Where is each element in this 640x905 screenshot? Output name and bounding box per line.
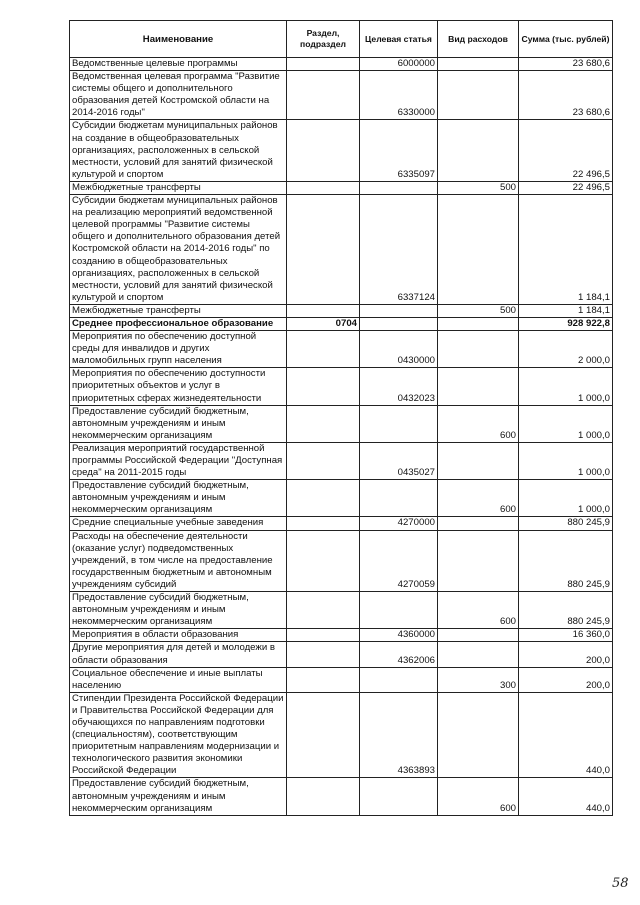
table-row bbox=[70, 120, 613, 181]
cell-expense-type bbox=[438, 58, 519, 71]
cell-expense-type bbox=[438, 517, 519, 530]
cell-article bbox=[360, 480, 438, 517]
table-row bbox=[70, 181, 613, 194]
cell-name: Стипендии Президента Российской Федерации и Правительства Российской Федерации для обучающихся по направлениям подготовки (специальностям), соответствующим приоритетным направлениям модернизации и технологического развития экономики Российской Федерации bbox=[70, 692, 287, 778]
cell-article: 4362006 bbox=[360, 642, 438, 667]
cell-name: Мероприятия в области образования bbox=[70, 629, 287, 642]
header-section: Раздел, подраздел bbox=[287, 21, 360, 58]
cell-expense-type: 600 bbox=[438, 778, 519, 815]
cell-sum: 880 245,9 bbox=[519, 517, 613, 530]
cell-sum: 1 184,1 bbox=[519, 304, 613, 317]
table-row bbox=[70, 442, 613, 479]
cell-name: Предоставление субсидий бюджетным, автономным учреждениям и иным некоммерческим организациям bbox=[70, 480, 287, 517]
cell-sum: 2 000,0 bbox=[519, 331, 613, 368]
cell-section bbox=[287, 120, 360, 181]
budget-table bbox=[69, 20, 613, 816]
header-expense-type: Вид расходов bbox=[438, 21, 519, 58]
table-row bbox=[70, 480, 613, 517]
table-row bbox=[70, 667, 613, 692]
cell-sum: 22 496,5 bbox=[519, 181, 613, 194]
cell-sum: 200,0 bbox=[519, 642, 613, 667]
cell-section bbox=[287, 642, 360, 667]
cell-section bbox=[287, 517, 360, 530]
cell-section bbox=[287, 629, 360, 642]
cell-section bbox=[287, 58, 360, 71]
cell-name: Социальное обеспечение и иные выплаты населению bbox=[70, 667, 287, 692]
cell-name: Межбюджетные трансферты bbox=[70, 304, 287, 317]
page-number: 58 bbox=[612, 876, 629, 891]
cell-article: 0430000 bbox=[360, 331, 438, 368]
table-row bbox=[70, 592, 613, 629]
cell-expense-type bbox=[438, 442, 519, 479]
header-name: Наименование bbox=[70, 21, 287, 58]
cell-sum: 1 184,1 bbox=[519, 195, 613, 305]
cell-name: Средние специальные учебные заведения bbox=[70, 517, 287, 530]
cell-sum: 928 922,8 bbox=[519, 317, 613, 330]
header-article: Целевая статья bbox=[360, 21, 438, 58]
table-row bbox=[70, 71, 613, 120]
cell-sum: 440,0 bbox=[519, 778, 613, 815]
table-row bbox=[70, 304, 613, 317]
cell-article: 0435027 bbox=[360, 442, 438, 479]
cell-article: 6000000 bbox=[360, 58, 438, 71]
cell-sum: 23 680,6 bbox=[519, 71, 613, 120]
cell-sum: 16 360,0 bbox=[519, 629, 613, 642]
cell-expense-type: 500 bbox=[438, 304, 519, 317]
header-sum: Сумма (тыс. рублей) bbox=[519, 21, 613, 58]
cell-article: 0432023 bbox=[360, 368, 438, 405]
cell-expense-type bbox=[438, 530, 519, 591]
cell-expense-type: 600 bbox=[438, 592, 519, 629]
cell-article bbox=[360, 592, 438, 629]
cell-expense-type bbox=[438, 317, 519, 330]
cell-expense-type: 600 bbox=[438, 405, 519, 442]
cell-sum: 1 000,0 bbox=[519, 480, 613, 517]
table-header-row bbox=[70, 21, 613, 58]
cell-section bbox=[287, 331, 360, 368]
cell-sum: 1 000,0 bbox=[519, 442, 613, 479]
cell-sum: 880 245,9 bbox=[519, 530, 613, 591]
cell-name: Мероприятия по обеспечению доступной среды для инвалидов и других маломобильных групп населения bbox=[70, 331, 287, 368]
cell-expense-type bbox=[438, 629, 519, 642]
cell-section bbox=[287, 442, 360, 479]
cell-section bbox=[287, 195, 360, 305]
cell-article: 6335097 bbox=[360, 120, 438, 181]
cell-expense-type bbox=[438, 368, 519, 405]
cell-article: 6337124 bbox=[360, 195, 438, 305]
table-row bbox=[70, 517, 613, 530]
cell-sum: 1 000,0 bbox=[519, 368, 613, 405]
cell-expense-type bbox=[438, 120, 519, 181]
cell-section bbox=[287, 368, 360, 405]
table-body bbox=[70, 58, 613, 816]
cell-section bbox=[287, 778, 360, 815]
cell-name: Субсидии бюджетам муниципальных районов на реализацию мероприятий ведомственной целевой программы "Развитие системы общего и дополнительного образования детей Костромской области на 2014-2016 годы" по созданию в общеобразовательных организациях, расположенных в сельской местности, условий для занятий физической культурой и спортом bbox=[70, 195, 287, 305]
cell-sum: 22 496,5 bbox=[519, 120, 613, 181]
cell-article bbox=[360, 304, 438, 317]
cell-expense-type: 600 bbox=[438, 480, 519, 517]
cell-expense-type bbox=[438, 642, 519, 667]
cell-section: 0704 bbox=[287, 317, 360, 330]
cell-name: Межбюджетные трансферты bbox=[70, 181, 287, 194]
table-row bbox=[70, 317, 613, 330]
table-row bbox=[70, 642, 613, 667]
cell-expense-type: 300 bbox=[438, 667, 519, 692]
cell-expense-type bbox=[438, 71, 519, 120]
cell-expense-type bbox=[438, 195, 519, 305]
table-row bbox=[70, 405, 613, 442]
cell-section bbox=[287, 71, 360, 120]
cell-article: 4270000 bbox=[360, 517, 438, 530]
table-row bbox=[70, 629, 613, 642]
cell-name: Предоставление субсидий бюджетным, автономным учреждениям и иным некоммерческим организациям bbox=[70, 592, 287, 629]
cell-section bbox=[287, 530, 360, 591]
cell-article: 4363893 bbox=[360, 692, 438, 778]
cell-article bbox=[360, 667, 438, 692]
cell-sum: 1 000,0 bbox=[519, 405, 613, 442]
cell-name: Субсидии бюджетам муниципальных районов на создание в общеобразовательных организациях, расположенных в сельской местности, условий для занятий физической культурой и спортом bbox=[70, 120, 287, 181]
cell-article bbox=[360, 405, 438, 442]
cell-article bbox=[360, 181, 438, 194]
cell-section bbox=[287, 304, 360, 317]
cell-name: Реализация мероприятий государственной программы Российской Федерации "Доступная среда" на 2011-2015 годы bbox=[70, 442, 287, 479]
cell-name: Ведомственная целевая программа "Развитие системы общего и дополнительного образования детей Костромской области на 2014-2016 годы" bbox=[70, 71, 287, 120]
cell-section bbox=[287, 692, 360, 778]
cell-sum: 440,0 bbox=[519, 692, 613, 778]
cell-name: Другие мероприятия для детей и молодежи в области образования bbox=[70, 642, 287, 667]
cell-expense-type bbox=[438, 692, 519, 778]
cell-section bbox=[287, 405, 360, 442]
cell-section bbox=[287, 667, 360, 692]
cell-name: Среднее профессиональное образование bbox=[70, 317, 287, 330]
table-row bbox=[70, 58, 613, 71]
table-row bbox=[70, 692, 613, 778]
table-row bbox=[70, 368, 613, 405]
cell-sum: 200,0 bbox=[519, 667, 613, 692]
cell-expense-type bbox=[438, 331, 519, 368]
cell-name: Предоставление субсидий бюджетным, автономным учреждениям и иным некоммерческим организациям bbox=[70, 405, 287, 442]
cell-article bbox=[360, 317, 438, 330]
cell-sum: 23 680,6 bbox=[519, 58, 613, 71]
table-row bbox=[70, 530, 613, 591]
table-row bbox=[70, 778, 613, 815]
cell-expense-type: 500 bbox=[438, 181, 519, 194]
cell-name: Мероприятия по обеспечению доступности приоритетных объектов и услуг в приоритетных сферах жизнедеятельности bbox=[70, 368, 287, 405]
table-row bbox=[70, 195, 613, 305]
cell-sum: 880 245,9 bbox=[519, 592, 613, 629]
cell-article bbox=[360, 778, 438, 815]
cell-name: Расходы на обеспечение деятельности (оказание услуг) подведомственных учреждений, в том числе на предоставление государственным бюджетным и автономным учреждениям субсидий bbox=[70, 530, 287, 591]
cell-section bbox=[287, 480, 360, 517]
table-row bbox=[70, 331, 613, 368]
cell-article: 4360000 bbox=[360, 629, 438, 642]
cell-name: Предоставление субсидий бюджетным, автономным учреждениям и иным некоммерческим организациям bbox=[70, 778, 287, 815]
cell-name: Ведомственные целевые программы bbox=[70, 58, 287, 71]
cell-article: 6330000 bbox=[360, 71, 438, 120]
cell-section bbox=[287, 181, 360, 194]
cell-section bbox=[287, 592, 360, 629]
cell-article: 4270059 bbox=[360, 530, 438, 591]
